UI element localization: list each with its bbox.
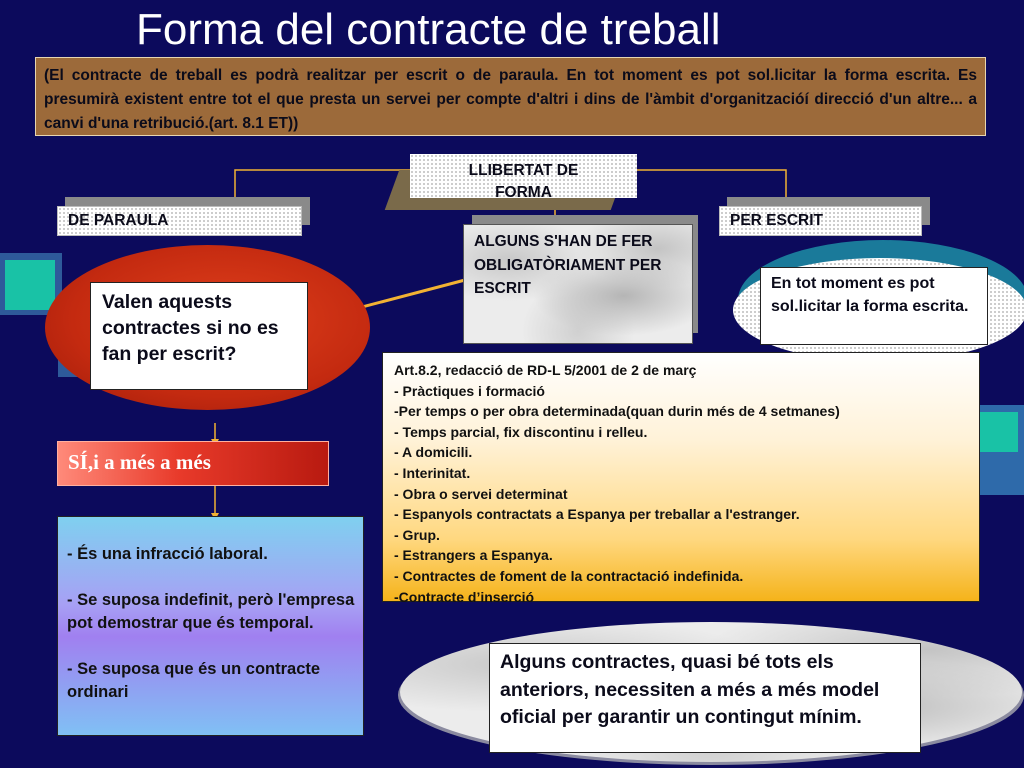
root-node: [410, 154, 637, 201]
article-item: - Estrangers a Espanya.: [394, 547, 553, 564]
middle-branch-box: [463, 224, 693, 344]
article-item: - Temps parcial, fix discontinu i relleu.: [394, 423, 648, 440]
consequence-item: - És una infracció laboral.: [67, 545, 268, 563]
left-branch-box: [57, 206, 302, 236]
intro-box: (El contracte de treball es podrà realitzar per escrit o de paraula. En tot moment es pot sol.licitar la forma escrita. Es presumirà existent entre tot el que presta un servei per compte d'altri i dins de l'àmbit d'organitzacióí direcció d'un altre... a canvi d'una retribució.(art. 8.1 ET)): [35, 57, 986, 136]
article-item: -Contracte d’inserció: [394, 588, 535, 605]
right-branch-label: PER ESCRIT: [730, 212, 824, 229]
official-model-text: Alguns contractes, quasi bé tots els anteriors, necessiten a més a més model oficial per garantir un contingut mínim.: [500, 651, 880, 728]
consequence-item: - Se suposa que és un contracte ordinari: [67, 660, 321, 701]
article-heading: Art.8.2, redacció de RD-L 5/2001 de 2 de març: [394, 362, 697, 378]
article-item: - Interinitat.: [394, 464, 471, 481]
root-node-label: LLIBERTAT DE FORMA: [468, 162, 579, 201]
official-model-box: [489, 643, 921, 753]
consequences-box: [57, 516, 364, 736]
article-item: - Pràctiques i formació: [394, 382, 545, 399]
written-note-text: En tot moment es pot sol.licitar la forma escrita.: [771, 275, 969, 315]
consequence-item: - Se suposa indefinit, però l'empresa pot demostrar que és temporal.: [67, 591, 355, 632]
deco-square-teal-left: [5, 260, 55, 310]
article-item: - Obra o servei determinat: [394, 485, 568, 502]
middle-branch-label: ALGUNS S'HAN DE FER OBLIGATÒRIAMENT PER ESCRIT: [474, 233, 662, 297]
answer-text: SÍ,i a més a més: [68, 450, 211, 474]
question-box: [90, 282, 308, 390]
article-box: [382, 352, 980, 605]
page-title: Forma del contracte de treball: [136, 5, 721, 54]
question-text: Valen aquests contractes si no es fan per escrit?: [102, 291, 279, 365]
left-branch-label: DE PARAULA: [68, 212, 169, 229]
article-item: -Per temps o per obra determinada(quan durin més de 4 setmanes): [394, 403, 840, 420]
article-item: - Grup.: [394, 526, 440, 543]
answer-bar: [57, 441, 329, 486]
article-item: - Contractes de foment de la contractació indefinida.: [394, 567, 744, 584]
right-branch-box: [719, 206, 922, 236]
article-item: - A domicili.: [394, 444, 473, 461]
written-note-box: [760, 267, 988, 345]
deco-square-teal-right: [978, 412, 1018, 452]
article-item: - Espanyols contractats a Espanya per treballar a l'estranger.: [394, 506, 800, 523]
